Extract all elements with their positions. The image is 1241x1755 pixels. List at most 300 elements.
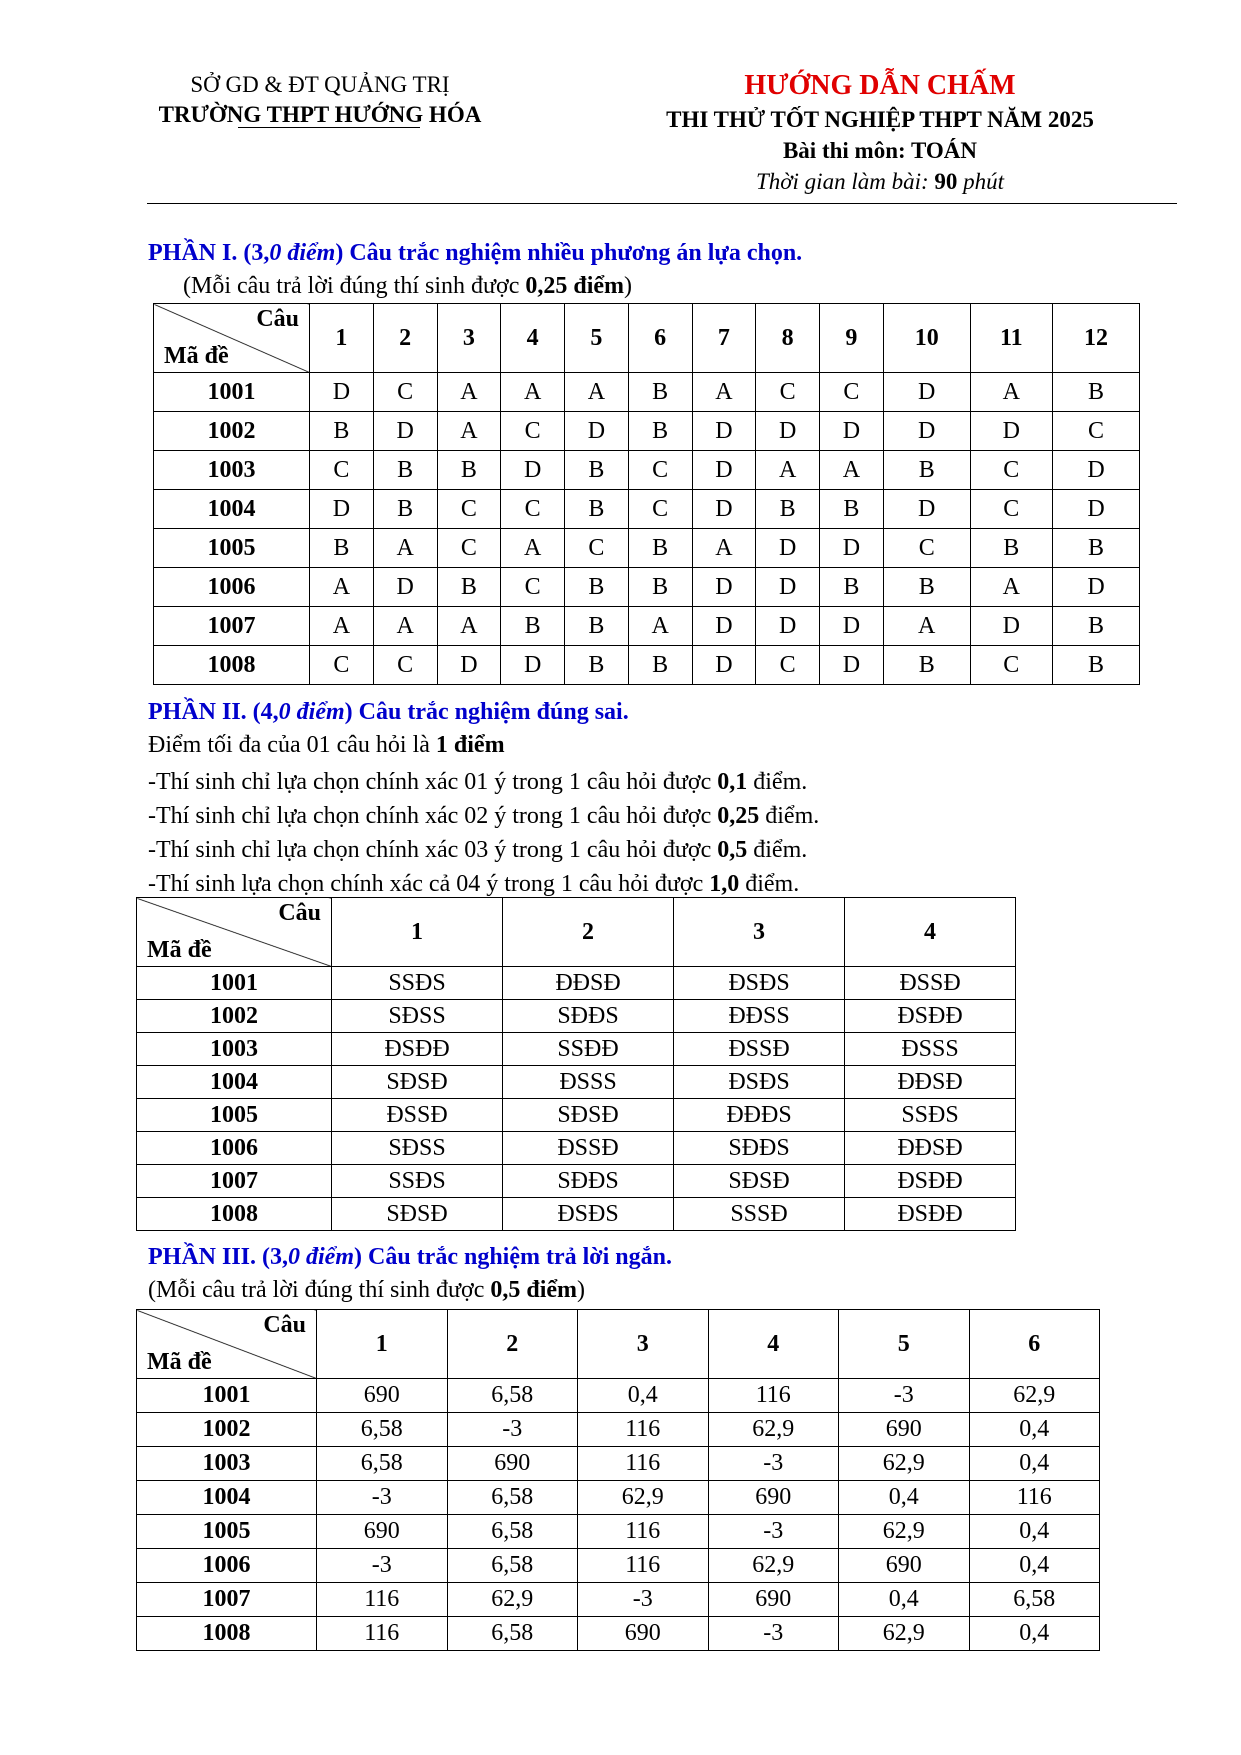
part2-title-b: 0 điểm	[278, 699, 345, 725]
answer-cell: C	[373, 373, 437, 412]
answer-cell: 690	[708, 1583, 839, 1617]
answer-cell: A	[310, 568, 374, 607]
question-number-header: 3	[578, 1310, 709, 1379]
exam-code-cell: 1001	[137, 967, 332, 1000]
answer-cell: SĐSS	[332, 1132, 503, 1165]
question-number-header: 9	[820, 304, 884, 373]
part3-title-a: PHẦN III. (3,	[148, 1244, 289, 1270]
answer-cell: B	[628, 412, 692, 451]
answer-cell: C	[628, 451, 692, 490]
answer-cell: 62,9	[447, 1583, 578, 1617]
exam-code-cell: 1007	[137, 1583, 317, 1617]
answer-cell: ĐSĐS	[503, 1198, 674, 1231]
exam-code-cell: 1004	[137, 1481, 317, 1515]
part1-note-b: 0,25 điểm	[525, 273, 625, 299]
part3-note-b: 0,5 điểm	[490, 1277, 578, 1303]
exam-code-cell: 1004	[137, 1066, 332, 1099]
header-divider	[147, 203, 1177, 204]
answer-cell: A	[692, 529, 756, 568]
answer-cell: B	[1052, 607, 1139, 646]
answer-cell: A	[756, 451, 820, 490]
answer-cell: 62,9	[578, 1481, 709, 1515]
rule-points: 0,1	[717, 769, 748, 795]
exam-code-cell: 1005	[137, 1515, 317, 1549]
part3-title	[148, 1244, 672, 1271]
part1-note	[183, 273, 632, 300]
school-name: TRƯỜNG THPT HƯỚNG HÓA	[158, 102, 482, 127]
answer-cell: D	[501, 451, 565, 490]
answer-cell: C	[437, 490, 501, 529]
exam-code-cell: 1006	[154, 568, 310, 607]
answer-cell: D	[883, 373, 970, 412]
answer-cell: ĐĐĐS	[674, 1099, 845, 1132]
exam-code-cell: 1001	[137, 1379, 317, 1413]
table-row	[137, 1549, 1100, 1583]
answer-cell: D	[692, 451, 756, 490]
question-number-header: 11	[970, 304, 1052, 373]
table-row	[137, 1583, 1100, 1617]
answer-cell: -3	[708, 1617, 839, 1651]
part3-title-b: 0 điểm	[288, 1244, 355, 1270]
answer-cell: ĐSĐĐ	[845, 1198, 1016, 1231]
answer-cell: ĐĐSS	[674, 1000, 845, 1033]
rule-points: 0,25	[717, 803, 760, 829]
answer-cell: 0,4	[578, 1379, 709, 1413]
part3-note-c: )	[577, 1277, 586, 1303]
answer-cell: A	[437, 412, 501, 451]
answer-cell: 62,9	[708, 1549, 839, 1583]
answer-cell: C	[970, 451, 1052, 490]
table-row	[154, 373, 1140, 412]
answer-cell: ĐSĐS	[674, 1066, 845, 1099]
answer-cell: B	[565, 646, 629, 685]
answer-cell: ĐĐSĐ	[845, 1066, 1016, 1099]
part3-answer-table	[136, 1309, 1100, 1651]
answer-cell: ĐĐSĐ	[845, 1132, 1016, 1165]
answer-cell: 690	[317, 1379, 448, 1413]
answer-cell: 0,4	[969, 1549, 1100, 1583]
question-number-header: 7	[692, 304, 756, 373]
duration-unit: phút	[963, 169, 1005, 194]
answer-cell: C	[883, 529, 970, 568]
answer-cell: ĐĐSĐ	[503, 967, 674, 1000]
exam-code-cell: 1004	[154, 490, 310, 529]
question-number-header: 6	[628, 304, 692, 373]
answer-cell: A	[692, 373, 756, 412]
answer-cell: 0,4	[969, 1447, 1100, 1481]
part2-header-row	[137, 898, 1016, 967]
answer-cell: SSSĐ	[674, 1198, 845, 1231]
table-row	[137, 1447, 1100, 1481]
answer-cell: D	[820, 646, 884, 685]
answer-cell: A	[373, 529, 437, 568]
question-label: Câu	[256, 306, 299, 332]
answer-cell: ĐSSĐ	[503, 1132, 674, 1165]
answer-cell: 116	[317, 1583, 448, 1617]
part1-title-b: 0 điểm	[269, 240, 336, 266]
answer-cell: D	[883, 412, 970, 451]
answer-cell: B	[310, 529, 374, 568]
answer-cell: -3	[708, 1515, 839, 1549]
answer-cell: B	[373, 490, 437, 529]
answer-cell: SĐSĐ	[674, 1165, 845, 1198]
answer-cell: C	[820, 373, 884, 412]
answer-cell: B	[1052, 646, 1139, 685]
table-row	[137, 1033, 1016, 1066]
table-row	[137, 1515, 1100, 1549]
rule-text: -Thí sinh chỉ lựa chọn chính xác 03 ý trong 1 câu hỏi được	[148, 837, 718, 863]
answer-cell: SSĐS	[845, 1099, 1016, 1132]
table-row	[154, 529, 1140, 568]
table-row	[137, 1198, 1016, 1231]
duration-label: Thời gian làm bài:	[755, 169, 929, 194]
answer-cell: ĐSSĐ	[332, 1099, 503, 1132]
table-row	[154, 451, 1140, 490]
exam-duration	[600, 166, 1160, 197]
answer-cell: D	[1052, 490, 1139, 529]
part2-max-score	[148, 732, 505, 759]
question-number-header: 4	[501, 304, 565, 373]
answer-cell: D	[692, 568, 756, 607]
answer-cell: A	[565, 373, 629, 412]
answer-cell: SĐĐS	[503, 1000, 674, 1033]
rule-text: -Thí sinh chỉ lựa chọn chính xác 01 ý trong 1 câu hỏi được	[148, 769, 718, 795]
table-row	[137, 1000, 1016, 1033]
answer-cell: C	[628, 490, 692, 529]
answer-cell: C	[501, 568, 565, 607]
code-label: Mã đề	[147, 937, 212, 963]
answer-cell: B	[883, 646, 970, 685]
answer-cell: C	[756, 646, 820, 685]
part1-title-c: ) Câu trắc nghiệm nhiều phương án lựa chọn.	[335, 240, 803, 266]
answer-cell: D	[692, 607, 756, 646]
answer-cell: D	[692, 412, 756, 451]
answer-cell: B	[310, 412, 374, 451]
question-number-header: 6	[969, 1310, 1100, 1379]
part3-header-row	[137, 1310, 1100, 1379]
table-row	[137, 1481, 1100, 1515]
exam-subtitle: THI THỬ TỐT NGHIỆP THPT NĂM 2025	[666, 107, 1094, 132]
question-number-header: 1	[332, 898, 503, 967]
answer-cell: A	[628, 607, 692, 646]
question-number-header: 12	[1052, 304, 1139, 373]
table-row	[154, 568, 1140, 607]
rule-points: 0,5	[717, 837, 748, 863]
answer-cell: A	[310, 607, 374, 646]
question-number-header: 1	[317, 1310, 448, 1379]
question-number-header: 2	[373, 304, 437, 373]
answer-cell: -3	[708, 1447, 839, 1481]
exam-code-cell: 1003	[154, 451, 310, 490]
answer-cell: D	[310, 373, 374, 412]
answer-cell: 6,58	[969, 1583, 1100, 1617]
part3-title-c: ) Câu trắc nghiệm trả lời ngắn.	[354, 1244, 672, 1270]
exam-code-cell: 1005	[154, 529, 310, 568]
answer-cell: D	[565, 412, 629, 451]
answer-cell: D	[756, 412, 820, 451]
answer-cell: SĐSĐ	[332, 1198, 503, 1231]
answer-cell: C	[437, 529, 501, 568]
answer-cell: B	[437, 568, 501, 607]
answer-cell: C	[310, 451, 374, 490]
answer-cell: ĐSSS	[503, 1066, 674, 1099]
answer-cell: A	[437, 373, 501, 412]
question-label: Câu	[263, 1312, 306, 1338]
question-number-header: 1	[310, 304, 374, 373]
answer-cell: B	[820, 490, 884, 529]
exam-code-cell: 1007	[137, 1165, 332, 1198]
scoring-rule	[148, 799, 819, 833]
answer-cell: A	[883, 607, 970, 646]
exam-code-cell: 1008	[137, 1617, 317, 1651]
answer-cell: 0,4	[969, 1515, 1100, 1549]
part2-corner-cell	[137, 898, 332, 967]
scoring-rule	[148, 833, 819, 867]
answer-cell: B	[628, 529, 692, 568]
answer-cell: -3	[447, 1413, 578, 1447]
exam-code-cell: 1008	[154, 646, 310, 685]
answer-cell: C	[970, 490, 1052, 529]
answer-cell: 0,4	[839, 1481, 970, 1515]
answer-cell: 6,58	[447, 1481, 578, 1515]
rule-suffix: điểm.	[759, 803, 820, 829]
answer-cell: 116	[708, 1379, 839, 1413]
exam-code-cell: 1007	[154, 607, 310, 646]
answer-cell: 62,9	[839, 1447, 970, 1481]
answer-cell: SĐĐS	[503, 1165, 674, 1198]
part1-note-c: )	[624, 273, 633, 299]
answer-cell: 690	[839, 1549, 970, 1583]
part2-title	[148, 699, 629, 726]
answer-cell: 0,4	[969, 1617, 1100, 1651]
question-number-header: 4	[845, 898, 1016, 967]
answer-cell: B	[628, 373, 692, 412]
question-label: Câu	[278, 900, 321, 926]
code-label: Mã đề	[164, 343, 229, 369]
answer-cell: B	[565, 451, 629, 490]
answer-cell: 62,9	[969, 1379, 1100, 1413]
answer-cell: A	[501, 529, 565, 568]
answer-cell: ĐSSĐ	[674, 1033, 845, 1066]
answer-cell: D	[310, 490, 374, 529]
exam-code-cell: 1002	[154, 412, 310, 451]
answer-cell: 6,58	[317, 1447, 448, 1481]
answer-cell: 6,58	[317, 1413, 448, 1447]
answer-cell: C	[756, 373, 820, 412]
question-number-header: 5	[565, 304, 629, 373]
answer-cell: B	[970, 529, 1052, 568]
answer-cell: 116	[969, 1481, 1100, 1515]
answer-cell: -3	[578, 1583, 709, 1617]
answer-cell: B	[756, 490, 820, 529]
answer-cell: -3	[317, 1481, 448, 1515]
answer-cell: ĐSĐĐ	[845, 1165, 1016, 1198]
answer-cell: SSĐĐ	[503, 1033, 674, 1066]
answer-cell: B	[565, 568, 629, 607]
answer-cell: A	[970, 568, 1052, 607]
answer-cell: 116	[317, 1617, 448, 1651]
answer-cell: B	[883, 451, 970, 490]
answer-cell: 116	[578, 1413, 709, 1447]
exam-subject: Bài thi môn: TOÁN	[782, 138, 978, 163]
answer-cell: ĐSĐĐ	[332, 1033, 503, 1066]
duration-value: 90	[934, 169, 958, 194]
part2-max-a: Điểm tối đa của 01 câu hỏi là	[148, 732, 436, 758]
answer-cell: B	[883, 568, 970, 607]
answer-cell: 116	[578, 1447, 709, 1481]
answer-cell: D	[820, 607, 884, 646]
table-row	[137, 1379, 1100, 1413]
part1-corner-cell	[154, 304, 310, 373]
part1-title-a: PHẦN I. (3,	[148, 240, 270, 266]
exam-header	[600, 68, 1160, 197]
answer-cell: ĐSSS	[845, 1033, 1016, 1066]
answer-cell: C	[1052, 412, 1139, 451]
answer-cell: C	[501, 490, 565, 529]
answer-cell: D	[820, 529, 884, 568]
answer-cell: SĐĐS	[674, 1132, 845, 1165]
answer-cell: 116	[578, 1549, 709, 1583]
table-row	[137, 1165, 1016, 1198]
rule-text: -Thí sinh lựa chọn chính xác cả 04 ý trong 1 câu hỏi được	[148, 871, 710, 897]
answer-cell: ĐSĐS	[674, 967, 845, 1000]
answer-cell: SĐSS	[332, 1000, 503, 1033]
table-row	[154, 646, 1140, 685]
answer-cell: 690	[447, 1447, 578, 1481]
answer-cell: D	[970, 607, 1052, 646]
answer-cell: A	[501, 373, 565, 412]
answer-cell: SSĐS	[332, 1165, 503, 1198]
answer-cell: C	[310, 646, 374, 685]
rule-suffix: điểm.	[739, 871, 800, 897]
answer-cell: D	[437, 646, 501, 685]
answer-cell: 6,58	[447, 1379, 578, 1413]
document-title: HƯỚNG DẪN CHẤM	[744, 70, 1016, 101]
answer-cell: D	[820, 412, 884, 451]
answer-cell: A	[820, 451, 884, 490]
answer-cell: 62,9	[839, 1617, 970, 1651]
exam-code-cell: 1006	[137, 1549, 317, 1583]
answer-cell: D	[756, 529, 820, 568]
answer-cell: B	[565, 490, 629, 529]
rule-points: 1,0	[709, 871, 740, 897]
part2-max-b: 1 điểm	[435, 732, 505, 758]
answer-cell: -3	[317, 1549, 448, 1583]
answer-cell: SĐSĐ	[503, 1099, 674, 1132]
rule-suffix: điểm.	[747, 837, 808, 863]
answer-cell: D	[756, 607, 820, 646]
question-number-header: 8	[756, 304, 820, 373]
answer-cell: B	[820, 568, 884, 607]
answer-cell: ĐSĐĐ	[845, 1000, 1016, 1033]
answer-cell: D	[970, 412, 1052, 451]
part2-rules	[148, 765, 819, 901]
scoring-rule	[148, 867, 819, 901]
answer-cell: 690	[708, 1481, 839, 1515]
answer-cell: C	[565, 529, 629, 568]
part2-title-c: ) Câu trắc nghiệm đúng sai.	[344, 699, 629, 725]
table-row	[137, 1132, 1016, 1165]
table-row	[154, 490, 1140, 529]
part3-note-a: (Mỗi câu trả lời đúng thí sinh được	[148, 1277, 491, 1303]
answer-cell: B	[437, 451, 501, 490]
answer-cell: D	[883, 490, 970, 529]
question-number-header: 5	[839, 1310, 970, 1379]
answer-cell: A	[373, 607, 437, 646]
question-number-header: 3	[674, 898, 845, 967]
part2-answer-table	[136, 897, 1016, 1231]
part1-note-a: (Mỗi câu trả lời đúng thí sinh được	[183, 273, 526, 299]
part1-header-row	[154, 304, 1140, 373]
answer-cell: D	[373, 568, 437, 607]
question-number-header: 4	[708, 1310, 839, 1379]
answer-cell: 0,4	[839, 1583, 970, 1617]
exam-code-cell: 1002	[137, 1413, 317, 1447]
code-label: Mã đề	[147, 1349, 212, 1375]
answer-cell: SSĐS	[332, 967, 503, 1000]
department-name: SỞ GD & ĐT QUẢNG TRỊ	[190, 72, 450, 97]
answer-cell: ĐSSĐ	[845, 967, 1016, 1000]
answer-cell: B	[1052, 373, 1139, 412]
question-number-header: 2	[447, 1310, 578, 1379]
answer-cell: D	[1052, 451, 1139, 490]
answer-cell: D	[756, 568, 820, 607]
exam-code-cell: 1001	[154, 373, 310, 412]
question-number-header: 2	[503, 898, 674, 967]
answer-cell: 62,9	[708, 1413, 839, 1447]
answer-cell: C	[501, 412, 565, 451]
answer-cell: -3	[839, 1379, 970, 1413]
answer-cell: D	[373, 412, 437, 451]
answer-cell: A	[437, 607, 501, 646]
answer-cell: 6,58	[447, 1617, 578, 1651]
answer-cell: B	[565, 607, 629, 646]
answer-cell: 116	[578, 1515, 709, 1549]
answer-cell: 690	[317, 1515, 448, 1549]
answer-cell: A	[970, 373, 1052, 412]
part3-note	[148, 1277, 585, 1304]
table-row	[154, 412, 1140, 451]
exam-code-cell: 1005	[137, 1099, 332, 1132]
answer-cell: B	[501, 607, 565, 646]
answer-cell: 0,4	[969, 1413, 1100, 1447]
answer-cell: D	[692, 646, 756, 685]
answer-cell: D	[501, 646, 565, 685]
answer-cell: 6,58	[447, 1549, 578, 1583]
rule-suffix: điểm.	[747, 769, 808, 795]
table-row	[154, 607, 1140, 646]
answer-cell: SĐSĐ	[332, 1066, 503, 1099]
school-header	[130, 70, 510, 130]
scoring-rule	[148, 765, 819, 799]
table-row	[137, 1099, 1016, 1132]
exam-code-cell: 1003	[137, 1033, 332, 1066]
part3-corner-cell	[137, 1310, 317, 1379]
exam-code-cell: 1003	[137, 1447, 317, 1481]
answer-cell: B	[373, 451, 437, 490]
answer-cell: 6,58	[447, 1515, 578, 1549]
rule-text: -Thí sinh chỉ lựa chọn chính xác 02 ý trong 1 câu hỏi được	[148, 803, 718, 829]
part2-title-a: PHẦN II. (4,	[148, 699, 279, 725]
answer-cell: 690	[578, 1617, 709, 1651]
exam-code-cell: 1008	[137, 1198, 332, 1231]
school-name-underline	[238, 127, 420, 128]
part1-title	[148, 240, 802, 267]
table-row	[137, 1066, 1016, 1099]
answer-cell: C	[970, 646, 1052, 685]
answer-cell: B	[1052, 529, 1139, 568]
answer-cell: C	[373, 646, 437, 685]
